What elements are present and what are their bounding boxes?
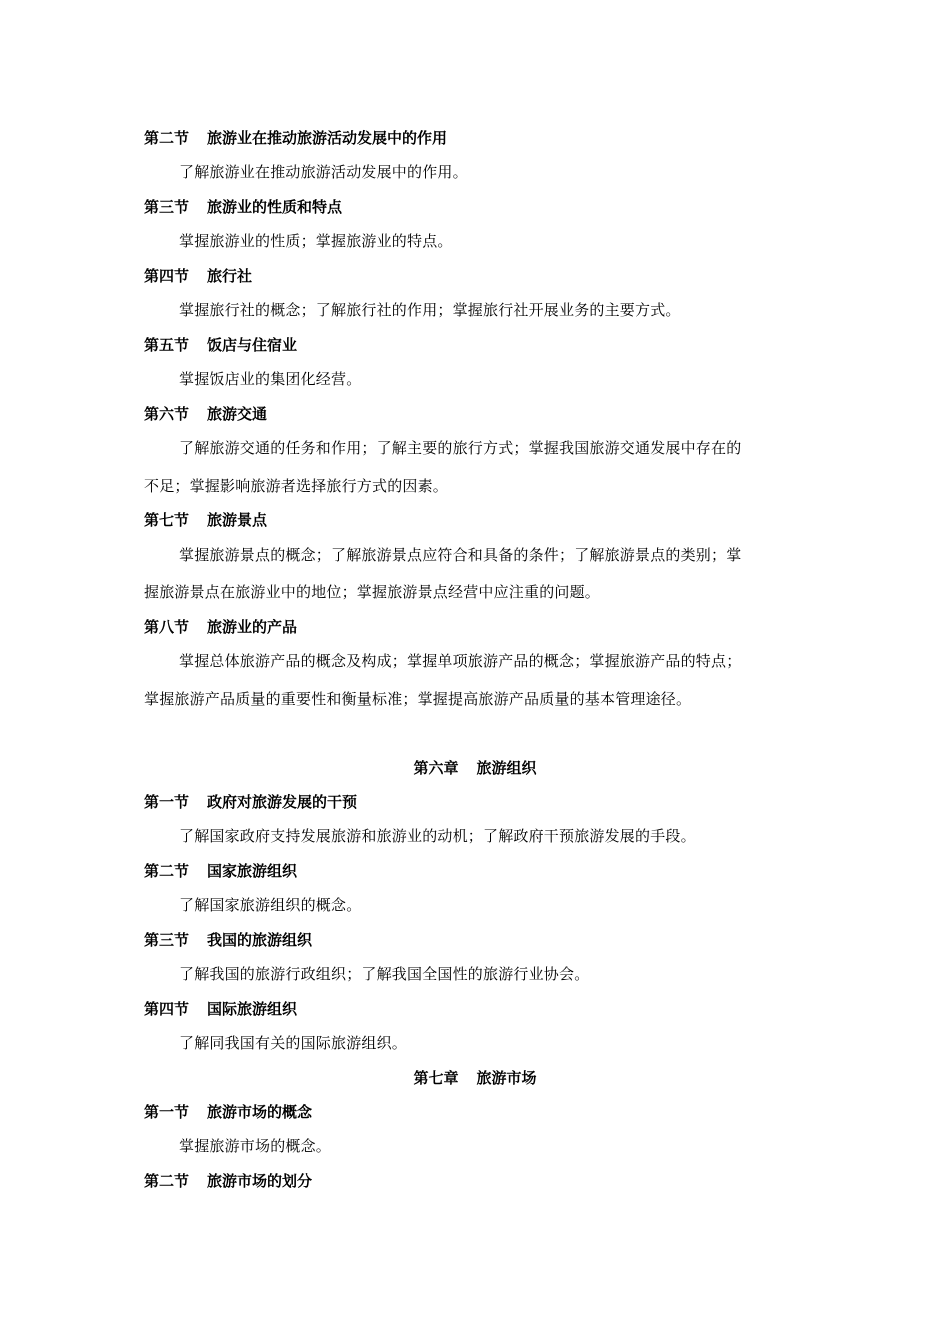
section-heading — [144, 999, 814, 1019]
body-paragraph: 了解旅游业在推动旅游活动发展中的作用。 — [179, 163, 468, 181]
section-title: 旅游市场的划分 — [207, 1172, 313, 1190]
chapter-title: 旅游市场 — [476, 1069, 537, 1087]
body-paragraph: 了解国家旅游组织的概念。 — [179, 896, 362, 914]
chapter-heading — [0, 758, 950, 778]
body-paragraph: 掌握旅游市场的概念。 — [179, 1137, 332, 1155]
section-title: 旅行社 — [207, 267, 253, 285]
body-paragraph: 掌握旅游业的性质；掌握旅游业的特点。 — [179, 232, 453, 250]
body-paragraph: 了解我国的旅游行政组织；了解我国全国性的旅游行业协会。 — [179, 965, 590, 983]
chapter-heading — [0, 1068, 950, 1088]
section-heading — [144, 1171, 814, 1191]
body-paragraph: 掌握饭店业的集团化经营。 — [179, 370, 362, 388]
section-number: 第四节 — [144, 267, 190, 285]
section-number: 第二节 — [144, 129, 190, 147]
section-heading — [144, 404, 814, 424]
section-heading — [144, 197, 814, 217]
body-paragraph: 掌握旅行社的概念；了解旅行社的作用；掌握旅行社开展业务的主要方式。 — [179, 301, 681, 319]
section-number: 第一节 — [144, 793, 190, 811]
body-paragraph-continuation: 握旅游景点在旅游业中的地位；掌握旅游景点经营中应注重的问题。 — [144, 583, 601, 601]
section-title: 旅游交通 — [207, 405, 268, 423]
section-title: 旅游业的产品 — [207, 618, 298, 636]
body-paragraph: 了解国家政府支持发展旅游和旅游业的动机；了解政府干预旅游发展的手段。 — [179, 827, 696, 845]
section-number: 第三节 — [144, 931, 190, 949]
section-title: 国际旅游组织 — [207, 1000, 298, 1018]
section-number: 第三节 — [144, 198, 190, 216]
section-number: 第二节 — [144, 862, 190, 880]
chapter-title: 旅游组织 — [476, 759, 537, 777]
section-heading — [144, 617, 814, 637]
body-paragraph: 了解旅游交通的任务和作用；了解主要的旅行方式；掌握我国旅游交通发展中存在的 — [179, 439, 742, 457]
section-heading — [144, 1102, 814, 1122]
body-paragraph: 掌握旅游景点的概念；了解旅游景点应符合和具备的条件；了解旅游景点的类别；掌 — [179, 546, 742, 564]
body-paragraph-continuation: 不足；掌握影响旅游者选择旅行方式的因素。 — [144, 477, 449, 495]
section-number: 第六节 — [144, 405, 190, 423]
section-heading — [144, 792, 814, 812]
section-title: 政府对旅游发展的干预 — [207, 793, 358, 811]
section-number: 第七节 — [144, 511, 190, 529]
body-paragraph-continuation: 掌握旅游产品质量的重要性和衡量标准；掌握提高旅游产品质量的基本管理途径。 — [144, 690, 692, 708]
section-number: 第四节 — [144, 1000, 190, 1018]
section-title: 旅游业的性质和特点 — [207, 198, 343, 216]
section-title: 国家旅游组织 — [207, 862, 298, 880]
chapter-number: 第七章 — [413, 1069, 459, 1087]
section-number: 第二节 — [144, 1172, 190, 1190]
section-heading — [144, 335, 814, 355]
body-paragraph: 了解同我国有关的国际旅游组织。 — [179, 1034, 408, 1052]
section-heading — [144, 930, 814, 950]
section-title: 旅游业在推动旅游活动发展中的作用 — [207, 129, 448, 147]
section-heading — [144, 128, 814, 148]
section-heading — [144, 861, 814, 881]
section-title: 旅游景点 — [207, 511, 268, 529]
section-title: 旅游市场的概念 — [207, 1103, 313, 1121]
section-heading — [144, 266, 814, 286]
body-paragraph: 掌握总体旅游产品的概念及构成；掌握单项旅游产品的概念；掌握旅游产品的特点； — [179, 652, 742, 670]
section-number: 第一节 — [144, 1103, 190, 1121]
section-number: 第八节 — [144, 618, 190, 636]
chapter-number: 第六章 — [413, 759, 459, 777]
section-heading — [144, 510, 814, 530]
section-title: 饭店与住宿业 — [207, 336, 298, 354]
section-title: 我国的旅游组织 — [207, 931, 313, 949]
section-number: 第五节 — [144, 336, 190, 354]
